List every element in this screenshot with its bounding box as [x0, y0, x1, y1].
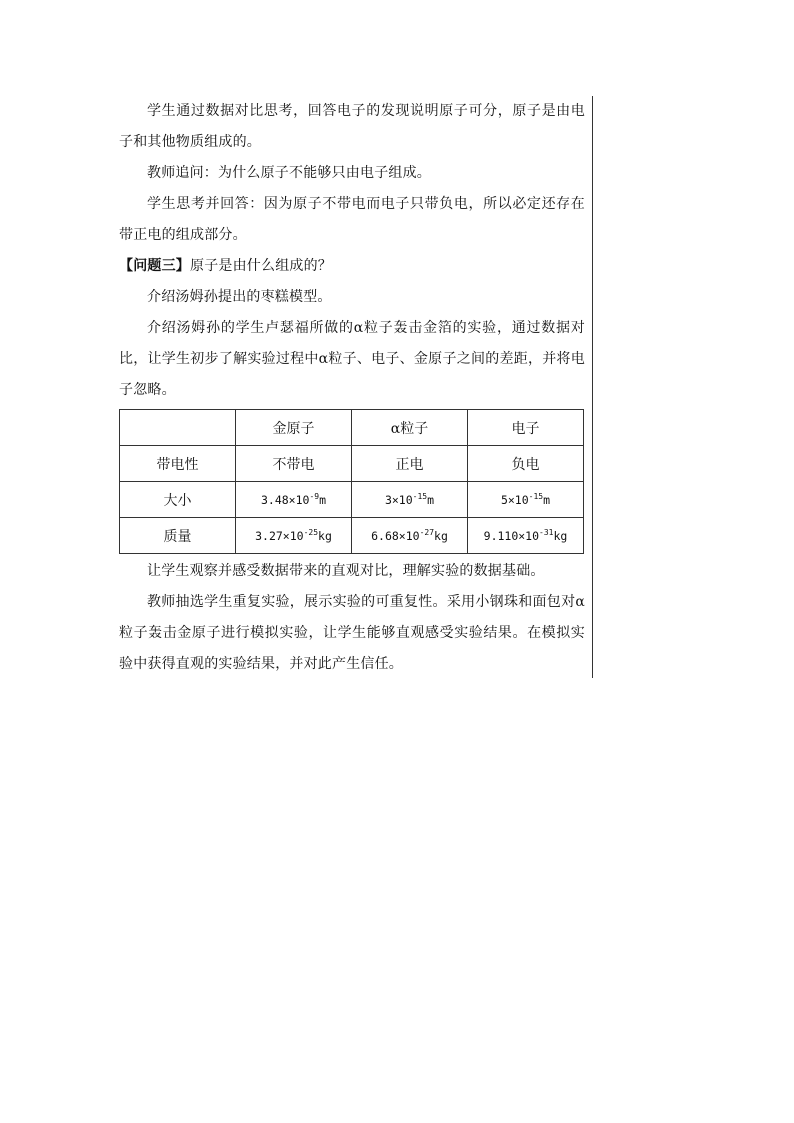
table-header-cell: α粒子 — [352, 410, 468, 446]
paragraph-observe-data: 让学生观察并感受数据带来的直观对比，理解实验的数据基础。 — [147, 563, 545, 579]
row-label-mass: 质量 — [120, 518, 236, 554]
paragraph-teacher-question: 教师追问：为什么原子不能够只由电子组成。 — [147, 165, 431, 181]
table-header-cell: 金原子 — [236, 410, 352, 446]
table-cell — [352, 482, 468, 518]
row-label-size: 大小 — [120, 482, 236, 518]
value-unit: kg — [434, 529, 448, 543]
value-base: 3×10 — [384, 493, 413, 507]
question-three-label: 【问题三】 — [119, 258, 190, 274]
table-cell — [236, 482, 352, 518]
value-unit: m — [543, 493, 551, 507]
value-exponent: -15 — [528, 492, 544, 501]
table-cell: 正电 — [352, 446, 468, 482]
value-unit: kg — [553, 529, 568, 543]
value-base: 3.48×10 — [260, 493, 310, 507]
paragraph-simulation-experiment: 教师抽选学生重复实验，展示实验的可重复性。采用小钢珠和面包对α粒子轰击金原子进行模拟实验，让学生能够直观感受实验结果。在模拟实验中获得直观的实验结果，并对此产生信任。 — [119, 594, 585, 672]
value-base: 6.68×10 — [371, 529, 420, 543]
paragraph-electron-discovery: 学生通过数据对比思考，回答电子的发现说明原子可分，原子是由电子和其他物质组成的。 — [119, 103, 585, 150]
table-cell — [236, 518, 352, 554]
value-base: 3.27×10 — [255, 529, 304, 543]
page-right-border — [592, 96, 593, 678]
value-unit: m — [427, 493, 435, 507]
value-base: 9.110×10 — [483, 529, 540, 543]
table-row — [120, 518, 584, 554]
question-three-heading — [119, 251, 585, 282]
question-three-text: 原子是由什么组成的？ — [190, 258, 332, 274]
paragraph-student-answer: 学生思考并回答：因为原子不带电而电子只带负电，所以必定还存在带正电的组成部分。 — [119, 196, 585, 243]
table-cell: 不带电 — [236, 446, 352, 482]
table-header-cell — [120, 410, 236, 446]
table-row — [120, 446, 584, 482]
value-base: 5×10 — [500, 493, 529, 507]
value-exponent: -9 — [309, 492, 320, 501]
document-body — [119, 96, 585, 680]
table-cell — [468, 482, 584, 518]
table-cell — [468, 518, 584, 554]
value-unit: m — [319, 493, 327, 507]
table-header-cell: 电子 — [468, 410, 584, 446]
table-row — [120, 482, 584, 518]
value-exponent: -15 — [412, 492, 428, 501]
particle-comparison-table — [119, 409, 584, 554]
value-unit: kg — [318, 529, 332, 543]
value-exponent: -25 — [303, 528, 319, 537]
table-header-row — [120, 410, 584, 446]
table-cell — [352, 518, 468, 554]
value-exponent: -31 — [539, 528, 554, 537]
table-cell: 负电 — [468, 446, 584, 482]
value-exponent: -27 — [419, 528, 435, 537]
row-label-charge: 带电性 — [120, 446, 236, 482]
paragraph-plum-pudding-model: 介绍汤姆孙提出的枣糕模型。 — [147, 289, 332, 305]
paragraph-rutherford-experiment: 介绍汤姆孙的学生卢瑟福所做的α粒子轰击金箔的实验，通过数据对比，让学生初步了解实验过程中α粒子、电子、金原子之间的差距，并将电子忽略。 — [119, 320, 585, 398]
